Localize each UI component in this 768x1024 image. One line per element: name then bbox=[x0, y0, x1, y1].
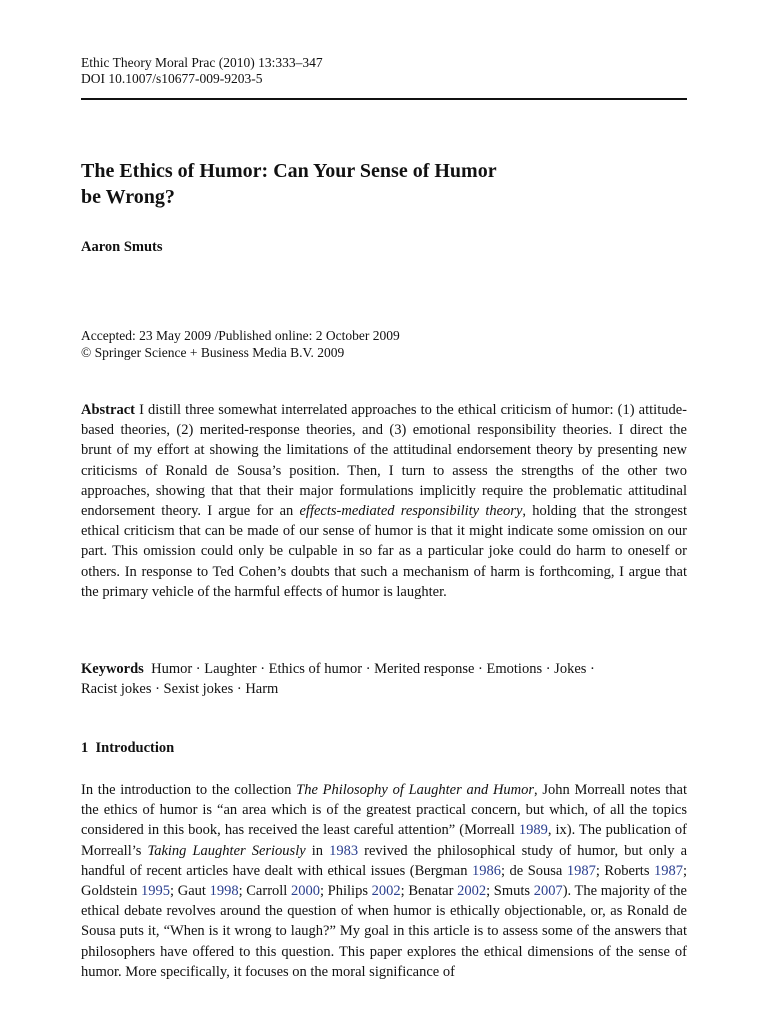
citation-link[interactable]: 2002 bbox=[371, 883, 401, 900]
publication-dates bbox=[81, 328, 400, 361]
intro-text: ; Philips bbox=[320, 883, 372, 900]
citation-link[interactable]: 1987 bbox=[566, 862, 596, 879]
citation-link[interactable]: 1986 bbox=[471, 862, 501, 879]
citation-link[interactable]: 1998 bbox=[209, 883, 239, 900]
intro-text: in bbox=[305, 842, 330, 859]
copyright-notice: © Springer Science + Business Media B.V. 2009 bbox=[81, 344, 345, 360]
citation-link[interactable]: 1983 bbox=[329, 842, 359, 859]
citation-link[interactable]: 1987 bbox=[653, 862, 683, 879]
intro-text: ; Smuts bbox=[486, 883, 534, 900]
intro-text: revived the philosophical study of humor, but only a handful of recent articles have dealt with ethical issues (Bergman bbox=[81, 842, 688, 879]
citation-link[interactable]: 2000 bbox=[291, 883, 320, 900]
intro-text: ; Carroll bbox=[238, 883, 291, 900]
article-title bbox=[81, 158, 641, 210]
abstract-text-2: , holding that the strongest ethical criticism that can be made of our sense of humor is that it might indicate some omission on our part. This omission could only be culpable in so far as a particular joke could do harm to oneself or others. In response to Ted Cohen’s doubts that such a mechanism of harm is forthcoming, I argue that the primary vehicle of the harmful effects of humor is laughter. bbox=[81, 503, 688, 600]
intro-text: , ix). The publication of Morreall’s bbox=[81, 822, 687, 859]
citation-link[interactable]: 1995 bbox=[141, 883, 171, 900]
intro-text: ; Goldstein bbox=[81, 862, 688, 900]
article-title-line-1: The Ethics of Humor: Can Your Sense of Humor bbox=[81, 160, 497, 182]
abstract-italic-term: effects-mediated responsibility theory bbox=[299, 503, 523, 520]
intro-text: ; Roberts bbox=[595, 862, 654, 879]
keywords-list-2: Racist jokes · Sexist jokes · Harm bbox=[81, 681, 279, 698]
journal-header bbox=[81, 55, 323, 87]
author-name: Aaron Smuts bbox=[81, 239, 163, 255]
intro-book-title: Taking Laughter Seriously bbox=[147, 842, 306, 859]
journal-citation: Ethic Theory Moral Prac (2010) 13:333–347 bbox=[81, 55, 323, 70]
keywords-line-1 bbox=[81, 659, 687, 679]
doi[interactable]: DOI 10.1007/s10677-009-9203-5 bbox=[81, 71, 263, 86]
intro-text: In the introduction to the collection bbox=[81, 782, 297, 798]
intro-text: ; de Sousa bbox=[500, 862, 567, 879]
section-number: 1 bbox=[81, 740, 89, 756]
article-title-line-2: be Wrong? bbox=[81, 186, 175, 208]
abstract-label: Abstract bbox=[81, 402, 135, 418]
intro-text: , John Morreall notes that the ethics of humor is “an area which is of the greatest practical concern, but which, of all the topics considered in this book, has received the least careful attention” (Morreall bbox=[81, 782, 687, 839]
accepted-published-dates: Accepted: 23 May 2009 /Published online: 2 October 2009 bbox=[81, 328, 400, 343]
intro-book-title: The Philosophy of Laughter and Humor bbox=[296, 782, 535, 798]
citation-link[interactable]: 2002 bbox=[457, 883, 487, 900]
introduction-paragraph bbox=[81, 780, 687, 982]
section-heading-introduction bbox=[81, 740, 174, 757]
citation-link[interactable]: 1989 bbox=[518, 822, 548, 839]
abstract bbox=[81, 400, 687, 602]
keywords-list-1: Humor · Laughter · Ethics of humor · Merited response · Emotions · Jokes · bbox=[151, 661, 595, 677]
intro-text: ; Benatar bbox=[400, 883, 458, 900]
abstract-text-1: I distill three somewhat interrelated approaches to the ethical criticism of humor: (1) attitude-based theories, (2) merited-response theories, and (3) emotional responsibility theories. I direct the brunt of my effort at showing the limitations of the attitudinal endorsement theory by presenting new criticisms of Ronald de Sousa’s position. Then, I turn to assess the strengths of the other two approaches, showing that that their major formulations implicitly require the problematic attitudinal endorsement theory. I argue for an bbox=[81, 402, 687, 520]
intro-text: ; Gaut bbox=[170, 883, 210, 900]
header-rule bbox=[81, 98, 687, 100]
section-title: Introduction bbox=[95, 740, 175, 756]
intro-text: ). The majority of the ethical debate revolves around the question of when humor is ethically objectionable, or, as Ronald de Sousa puts it, “When is it wrong to laugh?” My goal in this article is to assess some of the answers that philosophers have offered to this question. This paper explores the ethical dimensions of the sense of humor. More specifically, it focuses on the moral significance of bbox=[81, 883, 687, 980]
keywords-label: Keywords bbox=[81, 661, 144, 677]
citation-link[interactable]: 2007 bbox=[533, 883, 563, 900]
keywords bbox=[81, 659, 687, 699]
